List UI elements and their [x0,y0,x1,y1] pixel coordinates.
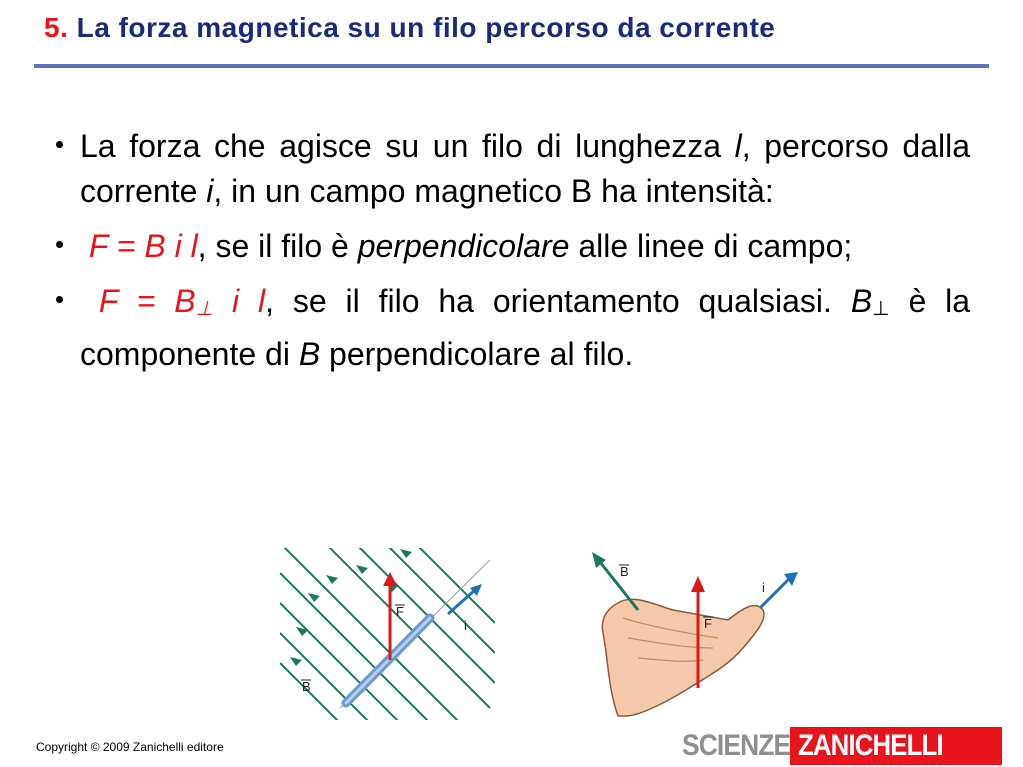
label-B: B [620,564,629,579]
bullet-list [56,124,970,387]
zanichelli-logo: ZANICHELLI [790,727,1002,765]
bullet-text: F = B⊥ i l, se il filo ha orientamento qualsiasi. B⊥ è la componente di B perpendicolare al filo. [80,283,971,372]
label-F: F [396,604,404,619]
slide-number: 5. [44,12,69,43]
label-F: F [704,616,712,631]
hand-icon [602,599,764,716]
formula: F = B⊥ i l [98,283,266,320]
slide-title-text: La forza magnetica su un filo percorso da corrente [76,12,776,43]
copyright-footer: Copyright © 2009 Zanichelli editore [36,740,224,754]
bullet-dot-icon [56,141,63,148]
label-i: i [762,580,765,595]
bullet-text: La forza che agisce su un filo di lunghezza l, percorso dalla corrente i, in un campo magnetico B ha intensità: [80,128,971,209]
bullet-dot-icon [56,241,63,248]
right-hand-rule-diagram [578,548,798,720]
bullet-item [56,224,970,269]
bullet-item [56,124,970,214]
wire-field-diagram [280,548,495,720]
publisher-logo [682,727,1002,765]
scienze-logo-text: SCIENZE [682,729,791,762]
slide-title [44,12,1004,44]
label-i: i [464,618,467,633]
bullet-text: F = B i l, se il filo è perpendicolare alle linee di campo; [88,228,853,264]
bullet-dot-icon [56,296,63,303]
formula: F = B i l [88,228,198,264]
label-B: B [302,679,311,694]
title-divider [34,64,989,68]
bullet-item [56,279,970,377]
